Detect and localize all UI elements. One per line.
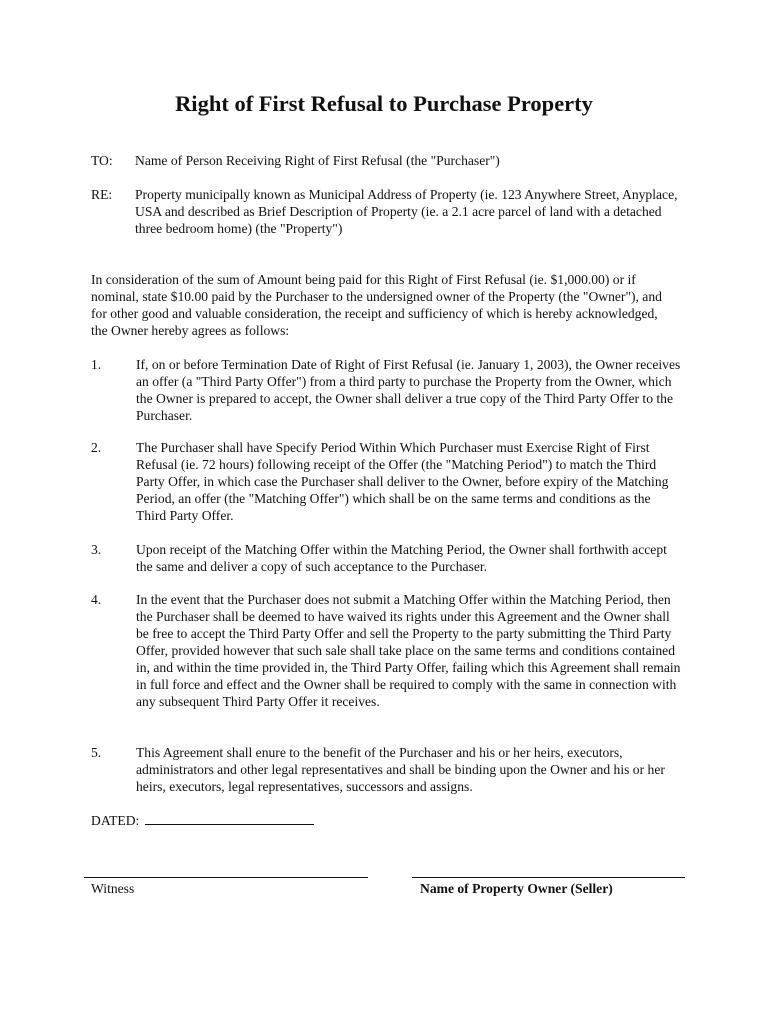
- clause-number: 4.: [91, 592, 102, 607]
- witness-signature-line[interactable]: [84, 877, 368, 878]
- dated-label: DATED:: [91, 813, 140, 828]
- witness-label: Witness: [91, 881, 135, 896]
- clause-number: 1.: [91, 357, 102, 372]
- to-label: TO:: [91, 153, 113, 168]
- dated-row: [91, 811, 314, 829]
- owner-label: Name of Property Owner (Seller): [420, 881, 613, 896]
- clause-number: 2.: [91, 440, 102, 455]
- clause-number: 5.: [91, 745, 102, 760]
- clause-text: Upon receipt of the Matching Offer within the Matching Period, the Owner shall forthwith accept the same and deliver a copy of such acceptance to the Purchaser.: [136, 542, 667, 574]
- intro-paragraph: In consideration of the sum of Amount being paid for this Right of First Refusal (ie. $1,000.00) or if nominal, state $10.00 paid by the Purchaser to the undersigned owner of the Property (the "Owner"), and for other good and valuable consideration, the receipt and sufficiency of which is hereby acknowledged, the Owner hereby agrees as follows:: [91, 272, 662, 338]
- re-label: RE:: [91, 187, 113, 202]
- clause-text: In the event that the Purchaser does not submit a Matching Offer within the Matching Period, then the Purchaser shall be deemed to have waived its rights under this Agreement and the Owner shall be free to accept the Third Party Offer and sell the Property to the party submitting the Third Party Offer, provided however that such sale shall take place on the same terms and conditions contained in, and within the time provided in, the Third Party Offer, failing which this Agreement shall remain in full force and effect and the Owner shall be required to comply with the same in connection with any subsequent Third Party Offer it receives.: [136, 592, 681, 709]
- dated-blank-line[interactable]: [145, 811, 314, 825]
- clause-text: This Agreement shall enure to the benefit of the Purchaser and his or her heirs, executors, administrators and other legal representatives and shall be binding upon the Owner and his or her heirs, executors, legal representatives, successors and assigns.: [136, 745, 665, 794]
- clause-number: 3.: [91, 542, 102, 557]
- clause-text: If, on or before Termination Date of Right of First Refusal (ie. January 1, 2003), the Owner receives an offer (a "Third Party Offer") from a third party to purchase the Property from the Owner, which the Owner is prepared to accept, the Owner shall deliver a true copy of the Third Party Offer to the Purchaser.: [136, 357, 681, 423]
- clause-text: The Purchaser shall have Specify Period Within Which Purchaser must Exercise Right of First Refusal (ie. 72 hours) following receipt of the Offer (the "Matching Period") to match the Third Party Offer, in which case the Purchaser shall deliver to the Owner, before expiry of the Matching Period, an offer (the "Matching Offer") which shall be on the same terms and conditions as the Third Party Offer.: [136, 440, 669, 523]
- owner-signature-line[interactable]: [412, 877, 685, 878]
- re-text: Property municipally known as Municipal Address of Property (ie. 123 Anywhere Street, Anyplace, USA and described as Brief Description of Property (ie. a 2.1 acre parcel of land with a detached three bedroom home) (the "Property"): [135, 187, 678, 236]
- to-text: Name of Person Receiving Right of First Refusal (the "Purchaser"): [135, 153, 500, 168]
- document-title: Right of First Refusal to Purchase Property: [175, 91, 593, 116]
